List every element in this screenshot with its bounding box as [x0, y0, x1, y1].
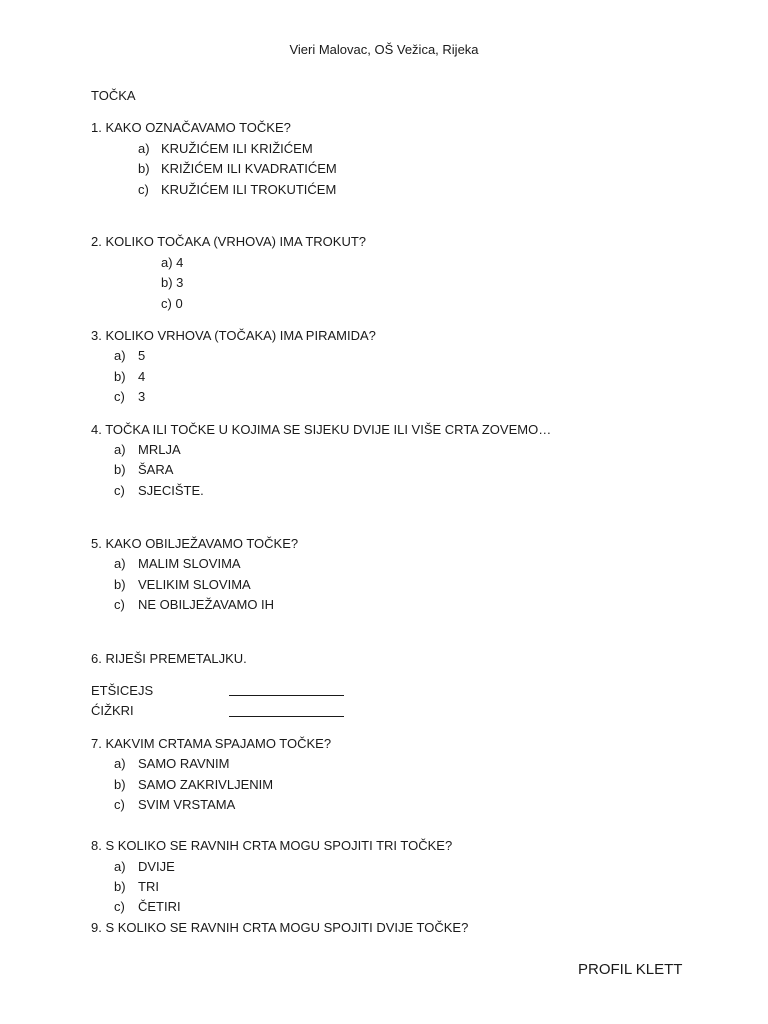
- option: a) 4: [161, 255, 184, 270]
- option-text: ŠARA: [138, 462, 174, 477]
- question-2: 2. KOLIKO TOČAKA (VRHOVA) IMA TROKUT?: [91, 234, 366, 249]
- answer-blank[interactable]: [229, 695, 344, 696]
- option-letter: a): [114, 348, 126, 363]
- option-letter: b): [114, 577, 126, 592]
- option-text: SJECIŠTE.: [138, 483, 204, 498]
- option-letter: b): [114, 369, 126, 384]
- option-text: SAMO ZAKRIVLJENIM: [138, 777, 274, 792]
- option-letter: a): [114, 556, 126, 571]
- option-text: KRUŽIĆEM ILI KRIŽIĆEM: [161, 141, 313, 156]
- option-letter: a): [138, 141, 150, 156]
- question-9: 9. S KOLIKO SE RAVNIH CRTA MOGU SPOJITI DVIJE TOČKE?: [91, 920, 469, 935]
- option-text: TRI: [138, 879, 159, 894]
- option-text: NE OBILJEŽAVAMO IH: [138, 597, 275, 612]
- option-letter: c): [114, 483, 125, 498]
- option-letter: b): [138, 161, 150, 176]
- question-6: 6. RIJEŠI PREMETALJKU.: [91, 651, 247, 666]
- option-letter: c): [138, 182, 149, 197]
- option-text: 5: [138, 348, 146, 363]
- option-letter: a): [114, 442, 126, 457]
- option-letter: b): [114, 462, 126, 477]
- option-text: SVIM VRSTAMA: [138, 797, 236, 812]
- scrambled-word: ĆIŽKRI: [91, 703, 134, 718]
- question-3: 3. KOLIKO VRHOVA (TOČAKA) IMA PIRAMIDA?: [91, 328, 376, 343]
- option-text: 3: [138, 389, 146, 404]
- page-title: TOČKA: [91, 88, 136, 103]
- option-letter: c): [114, 389, 125, 404]
- option-text: VELIKIM SLOVIMA: [138, 577, 251, 592]
- option-text: MALIM SLOVIMA: [138, 556, 241, 571]
- option-text: KRIŽIĆEM ILI KVADRATIĆEM: [161, 161, 337, 176]
- option-letter: a): [114, 756, 126, 771]
- question-4: 4. TOČKA ILI TOČKE U KOJIMA SE SIJEKU DVIJE ILI VIŠE CRTA ZOVEMO…: [91, 422, 552, 437]
- option-letter: a): [114, 859, 126, 874]
- scrambled-word: ETŠICEJS: [91, 683, 154, 698]
- question-8: 8. S KOLIKO SE RAVNIH CRTA MOGU SPOJITI TRI TOČKE?: [91, 838, 453, 853]
- option-text: ČETIRI: [138, 899, 181, 914]
- option-letter: b): [114, 879, 126, 894]
- question-7: 7. KAKVIM CRTAMA SPAJAMO TOČKE?: [91, 736, 332, 751]
- option-letter: b): [114, 777, 126, 792]
- option-text: SAMO RAVNIM: [138, 756, 230, 771]
- publisher-footer: PROFIL KLETT: [578, 961, 683, 978]
- option: b) 3: [161, 275, 184, 290]
- option-text: KRUŽIĆEM ILI TROKUTIĆEM: [161, 182, 337, 197]
- option-letter: c): [114, 899, 125, 914]
- page-header: Vieri Malovac, OŠ Vežica, Rijeka: [289, 42, 479, 57]
- option-text: DVIJE: [138, 859, 175, 874]
- question-1: 1. KAKO OZNAČAVAMO TOČKE?: [91, 120, 291, 135]
- answer-blank[interactable]: [229, 716, 344, 717]
- option-letter: c): [114, 797, 125, 812]
- option-text: MRLJA: [138, 442, 181, 457]
- option-letter: c): [114, 597, 125, 612]
- option: c) 0: [161, 296, 183, 311]
- question-5: 5. KAKO OBILJEŽAVAMO TOČKE?: [91, 536, 299, 551]
- option-text: 4: [138, 369, 146, 384]
